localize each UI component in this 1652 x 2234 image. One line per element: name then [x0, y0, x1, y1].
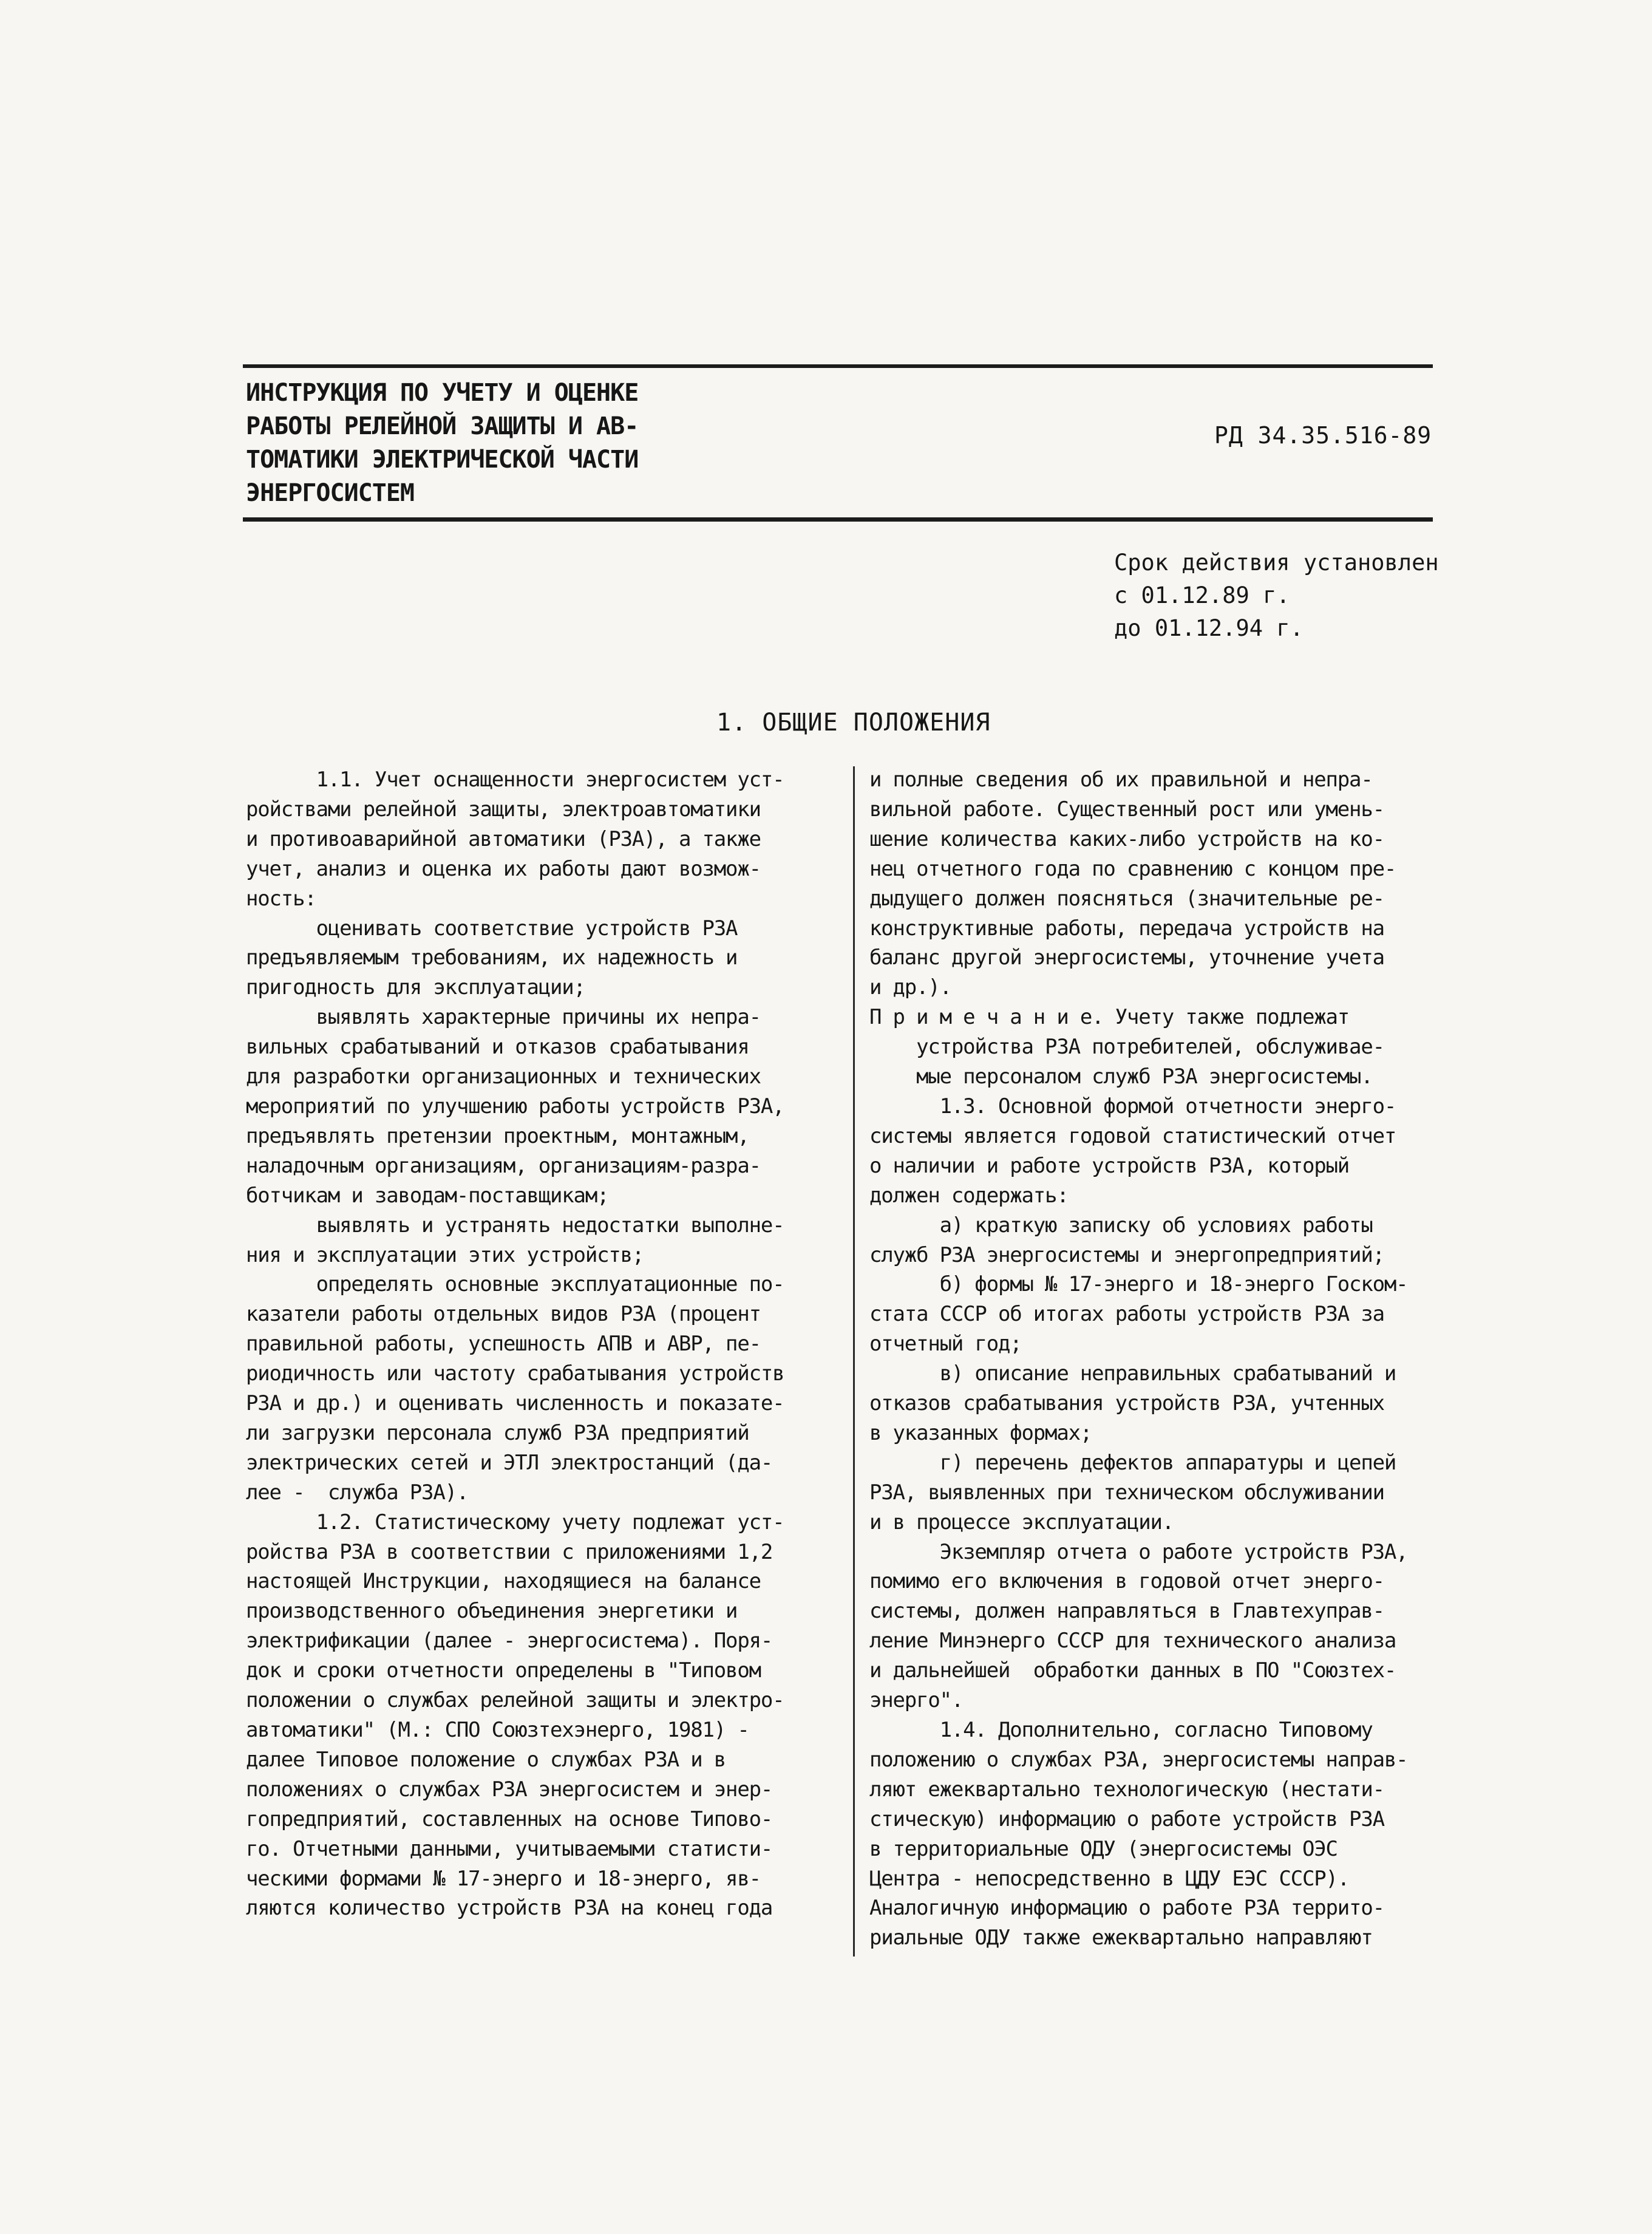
text-line: ность:: [246, 886, 316, 911]
text-line: и полные сведения об их правильной и непра-: [869, 768, 1373, 792]
validity-line: с 01.12.89 г.: [1114, 582, 1290, 608]
text-line: оценивать соответствие устройств РЗА: [246, 916, 738, 941]
text-line: пригодность для эксплуатации;: [246, 975, 585, 1000]
text-line: 1.2. Статистическому учету подлежат уст-: [246, 1510, 784, 1534]
text-line: конструктивные работы, передача устройств на: [869, 916, 1384, 941]
text-line: выявлять и устранять недостатки выполне-: [246, 1213, 784, 1238]
text-line: положении о службах релейной защиты и электро-: [246, 1688, 784, 1713]
document-title-line: РАБОТЫ РЕЛЕЙНОЙ ЗАЩИТЫ И АВ-: [246, 412, 639, 440]
text-line: служб РЗА энергосистемы и энергопредприятий;: [869, 1242, 1384, 1267]
text-line: риальные ОДУ также ежеквартально направляют: [869, 1926, 1373, 1950]
text-line: док и сроки отчетности определены в "Типовом: [246, 1658, 761, 1683]
text-line: го. Отчетными данными, учитываемыми статисти-: [246, 1836, 773, 1861]
text-line: электрических сетей и ЭТЛ электростанций (да-: [246, 1450, 773, 1475]
text-line: мые персоналом служб РЗА энергосистемы.: [869, 1064, 1373, 1089]
text-line: стата СССР об итогах работы устройств РЗА за: [869, 1302, 1384, 1327]
text-line: П р и м е ч а н и е. Учету также подлежат: [869, 1005, 1350, 1030]
document-title-line: ИНСТРУКЦИЯ ПО УЧЕТУ И ОЦЕНКЕ: [246, 379, 639, 407]
text-line: устройства РЗА потребителей, обслуживае-: [869, 1035, 1384, 1060]
text-line: ботчикам и заводам-поставщикам;: [246, 1183, 609, 1208]
text-line: в указанных формах;: [869, 1420, 1092, 1445]
text-line: и в процессе эксплуатации.: [869, 1510, 1174, 1534]
text-line: 1.3. Основной формой отчетности энерго-: [869, 1094, 1396, 1119]
text-line: ния и эксплуатации этих устройств;: [246, 1242, 644, 1267]
text-line: выявлять характерные причины их непра-: [246, 1005, 761, 1030]
text-line: вильной работе. Существенный рост или умень-: [869, 797, 1384, 822]
text-line: системы, должен направляться в Главтехуправ-: [869, 1599, 1384, 1624]
text-line: б) формы № 17-энерго и 18-энерго Госком-: [869, 1272, 1408, 1297]
text-line: настоящей Инструкции, находящиеся на балансе: [246, 1569, 761, 1594]
document-title-line: ТОМАТИКИ ЭЛЕКТРИЧЕСКОЙ ЧАСТИ: [246, 446, 639, 474]
validity-line: Срок действия установлен: [1114, 550, 1439, 576]
text-line: лее - служба РЗА).: [246, 1480, 469, 1505]
text-line: отказов срабатывания устройств РЗА, учтенных: [869, 1391, 1384, 1416]
text-line: ление Минэнерго СССР для технического анализа: [869, 1629, 1396, 1653]
text-line: наладочным организациям, организациям-разра-: [246, 1153, 761, 1178]
text-line: правильной работы, успешность АПВ и АВР, пе-: [246, 1332, 761, 1357]
text-line: далее Типовое положение о службах РЗА и в: [246, 1747, 726, 1772]
text-line: системы является годовой статистический отчет: [869, 1123, 1396, 1148]
text-line: РЗА и др.) и оценивать численность и показате-: [246, 1391, 784, 1416]
text-column-right: [869, 765, 1458, 1953]
text-line: и противоаварийной автоматики (РЗА), а также: [246, 826, 761, 851]
text-line: Экземпляр отчета о работе устройств РЗА,: [869, 1539, 1408, 1564]
text-line: учет, анализ и оценка их работы дают возмож-: [246, 856, 761, 881]
text-line: предъявлять претензии проектным, монтажным,: [246, 1123, 749, 1148]
text-line: и др.).: [869, 975, 951, 1000]
text-line: в) описание неправильных срабатываний и: [869, 1361, 1396, 1386]
text-line: положениях о службах РЗА энергосистем и энер-: [246, 1777, 773, 1802]
text-line: отчетный год;: [869, 1332, 1022, 1357]
text-line: РЗА, выявленных при техническом обслуживании: [869, 1480, 1384, 1505]
text-line: автоматики" (М.: СПО Союзтехэнерго, 1981) -: [246, 1718, 749, 1742]
text-line: гопредприятий, составленных на основе Типово-: [246, 1807, 773, 1831]
header-top-rule: [243, 364, 1433, 368]
text-line: ройства РЗА в соответствии с приложениями 1,2: [246, 1539, 773, 1564]
column-divider: [853, 766, 855, 1956]
text-line: ческими формами № 17-энерго и 18-энерго, яв-: [246, 1866, 761, 1891]
text-line: электрификации (далее - энергосистема). Поря-: [246, 1629, 773, 1653]
text-line: 1.1. Учет оснащенности энергосистем уст-: [246, 768, 784, 792]
text-line: для разработки организационных и технических: [246, 1064, 761, 1089]
text-line: и дальнейшей обработки данных в ПО "Союзтех-: [869, 1658, 1396, 1683]
text-line: ляют ежеквартально технологическую (нестати-: [869, 1777, 1384, 1802]
text-line: вильных срабатываний и отказов срабатывания: [246, 1035, 749, 1060]
validity-block: [1114, 547, 1439, 645]
text-line: должен содержать:: [869, 1183, 1069, 1208]
document-title-line: ЭНЕРГОСИСТЕМ: [246, 479, 414, 507]
text-line: риодичность или частоту срабатывания устройств: [246, 1361, 784, 1386]
text-line: помимо его включения в годовой отчет энерго-: [869, 1569, 1384, 1594]
text-line: Аналогичную информацию о работе РЗА террито-: [869, 1896, 1384, 1921]
text-line: ройствами релейной защиты, электроавтоматики: [246, 797, 761, 822]
text-line: баланс другой энергосистемы, уточнение учета: [869, 945, 1384, 970]
text-line: мероприятий по улучшению работы устройств РЗА,: [246, 1094, 784, 1119]
text-line: в территориальные ОДУ (энергосистемы ОЭС: [869, 1836, 1338, 1861]
text-line: стическую) информацию о работе устройств РЗА: [869, 1807, 1384, 1831]
text-line: шение количества каких-либо устройств на ко-: [869, 826, 1384, 851]
text-line: 1.4. Дополнительно, согласно Типовому: [869, 1718, 1373, 1742]
document-code: РД 34.35.516-89: [1214, 422, 1432, 449]
text-line: казатели работы отдельных видов РЗА (процент: [246, 1302, 761, 1327]
header-bottom-rule: [243, 517, 1433, 522]
text-line: энерго".: [869, 1688, 964, 1713]
text-line: нец отчетного года по сравнению с концом пре-: [869, 856, 1396, 881]
text-line: о наличии и работе устройств РЗА, который: [869, 1153, 1350, 1178]
text-line: Центра - непосредственно в ЦДУ ЕЭС СССР).: [869, 1866, 1350, 1891]
text-line: положению о службах РЗА, энергосистемы направ-: [869, 1747, 1408, 1772]
text-line: дыдущего должен поясняться (значительные ре-: [869, 886, 1384, 911]
text-line: ли загрузки персонала служб РЗА предприятий: [246, 1420, 749, 1445]
text-column-left: [246, 765, 841, 1923]
validity-line: до 01.12.94 г.: [1114, 615, 1304, 641]
text-line: предъявляемым требованиям, их надежность и: [246, 945, 738, 970]
text-line: а) краткую записку об условиях работы: [869, 1213, 1373, 1238]
section-title: 1. ОБЩИЕ ПОЛОЖЕНИЯ: [716, 709, 991, 737]
text-line: производственного объединения энергетики и: [246, 1599, 738, 1624]
text-line: г) перечень дефектов аппаратуры и цепей: [869, 1450, 1396, 1475]
document-title: [246, 376, 792, 510]
text-line: ляются количество устройств РЗА на конец года: [246, 1896, 773, 1921]
text-line: определять основные эксплуатационные по-: [246, 1272, 784, 1297]
